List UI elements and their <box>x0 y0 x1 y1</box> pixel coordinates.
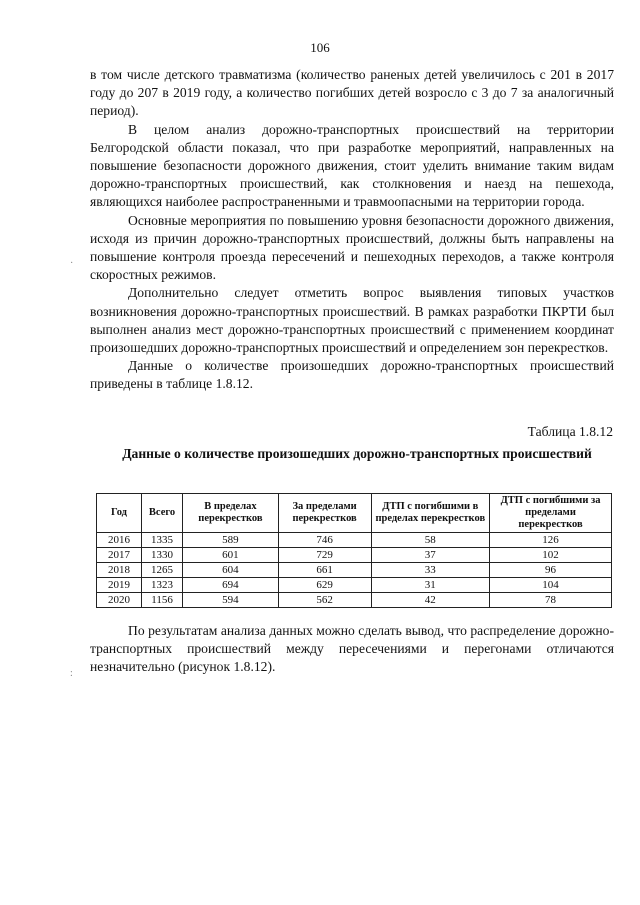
table-row <box>97 533 612 548</box>
table-row <box>97 548 612 563</box>
text-block-conclusion <box>90 622 614 677</box>
cell-in: 589 <box>183 533 278 548</box>
cell-total: 1265 <box>141 563 182 578</box>
cell-fatal-out: 104 <box>490 578 612 593</box>
header-fatal-out: ДТП с погибшими за пределами перекрестков <box>490 494 612 533</box>
cell-year: 2016 <box>97 533 142 548</box>
header-year: Год <box>97 494 142 533</box>
header-fatal-in: ДТП с погибшими в пределах перекрестков <box>371 494 490 533</box>
margin-mark: : <box>70 668 73 679</box>
paragraph-2: В целом анализ дорожно-транспортных происшествий на территории Белгородской области показал, что при разработке мероприятий, направленных на повышение безопасности дорожного движения, стоит уделить внимание таким видам дорожно-транспортных происшествий, как столкновения и наезд на пешехода, являющихся наиболее распространенными и травмоопасными на территории города. <box>90 121 614 210</box>
cell-in: 694 <box>183 578 278 593</box>
table-row <box>97 578 612 593</box>
cell-total: 1156 <box>141 593 182 608</box>
data-table <box>96 493 612 608</box>
cell-year: 2019 <box>97 578 142 593</box>
header-total: Всего <box>141 494 182 533</box>
cell-out: 629 <box>278 578 371 593</box>
cell-in: 594 <box>183 593 278 608</box>
cell-out: 746 <box>278 533 371 548</box>
cell-fatal-out: 96 <box>490 563 612 578</box>
table-header-row <box>97 494 612 533</box>
paragraph-4: Дополнительно следует отметить вопрос выявления типовых участков возникновения дорожно-транспортных происшествий. В рамках разработки ПКРТИ был выполнен анализ мест дорожно-транспортных происшествий с применением координат произошедших дорожно-транспортных происшествий и определением зон перекрестков. <box>90 285 614 356</box>
cell-fatal-in: 42 <box>371 593 490 608</box>
cell-fatal-in: 31 <box>371 578 490 593</box>
table-title: Данные о количестве произошедших дорожно-транспортных происшествий <box>122 446 592 461</box>
table-row <box>97 563 612 578</box>
cell-year: 2018 <box>97 563 142 578</box>
cell-total: 1330 <box>141 548 182 563</box>
cell-fatal-in: 58 <box>371 533 490 548</box>
cell-in: 601 <box>183 548 278 563</box>
page-number: 106 <box>310 40 330 55</box>
cell-total: 1323 <box>141 578 182 593</box>
paragraph-1: в том числе детского травматизма (количество раненых детей увеличилось с 201 в 2017 году до 207 в 2019 году, а количество погибших детей возросло с 3 до 7 за аналогичный период). <box>90 67 614 119</box>
cell-out: 729 <box>278 548 371 563</box>
table-caption: Таблица 1.8.12 <box>527 424 613 439</box>
margin-mark: · <box>70 258 74 269</box>
cell-fatal-out: 78 <box>490 593 612 608</box>
cell-fatal-in: 37 <box>371 548 490 563</box>
cell-fatal-out: 126 <box>490 533 612 548</box>
cell-out: 661 <box>278 563 371 578</box>
cell-year: 2017 <box>97 548 142 563</box>
cell-fatal-in: 33 <box>371 563 490 578</box>
cell-in: 604 <box>183 563 278 578</box>
cell-out: 562 <box>278 593 371 608</box>
header-out-intersections: За пределами перекрестков <box>278 494 371 533</box>
text-block-main <box>90 66 614 394</box>
cell-fatal-out: 102 <box>490 548 612 563</box>
paragraph-5: Данные о количестве произошедших дорожно-транспортных происшествий приведены в таблице 1.8.12. <box>90 358 614 392</box>
cell-year: 2020 <box>97 593 142 608</box>
cell-total: 1335 <box>141 533 182 548</box>
paragraph-3: Основные мероприятия по повышению уровня безопасности дорожного движения, исходя из причин дорожно-транспортных происшествий, должны быть направлены на повышение контроля проезда пересечений и пешеходных переходов, а также контроля скоростных режимов. <box>90 212 614 283</box>
table-row <box>97 593 612 608</box>
header-in-intersections: В пределах перекрестков <box>183 494 278 533</box>
conclusion-paragraph: По результатам анализа данных можно сделать вывод, что распределение дорожно-транспортных происшествий между пересечениями и перегонами отличаются незначительно (рисунок 1.8.12). <box>90 623 614 675</box>
